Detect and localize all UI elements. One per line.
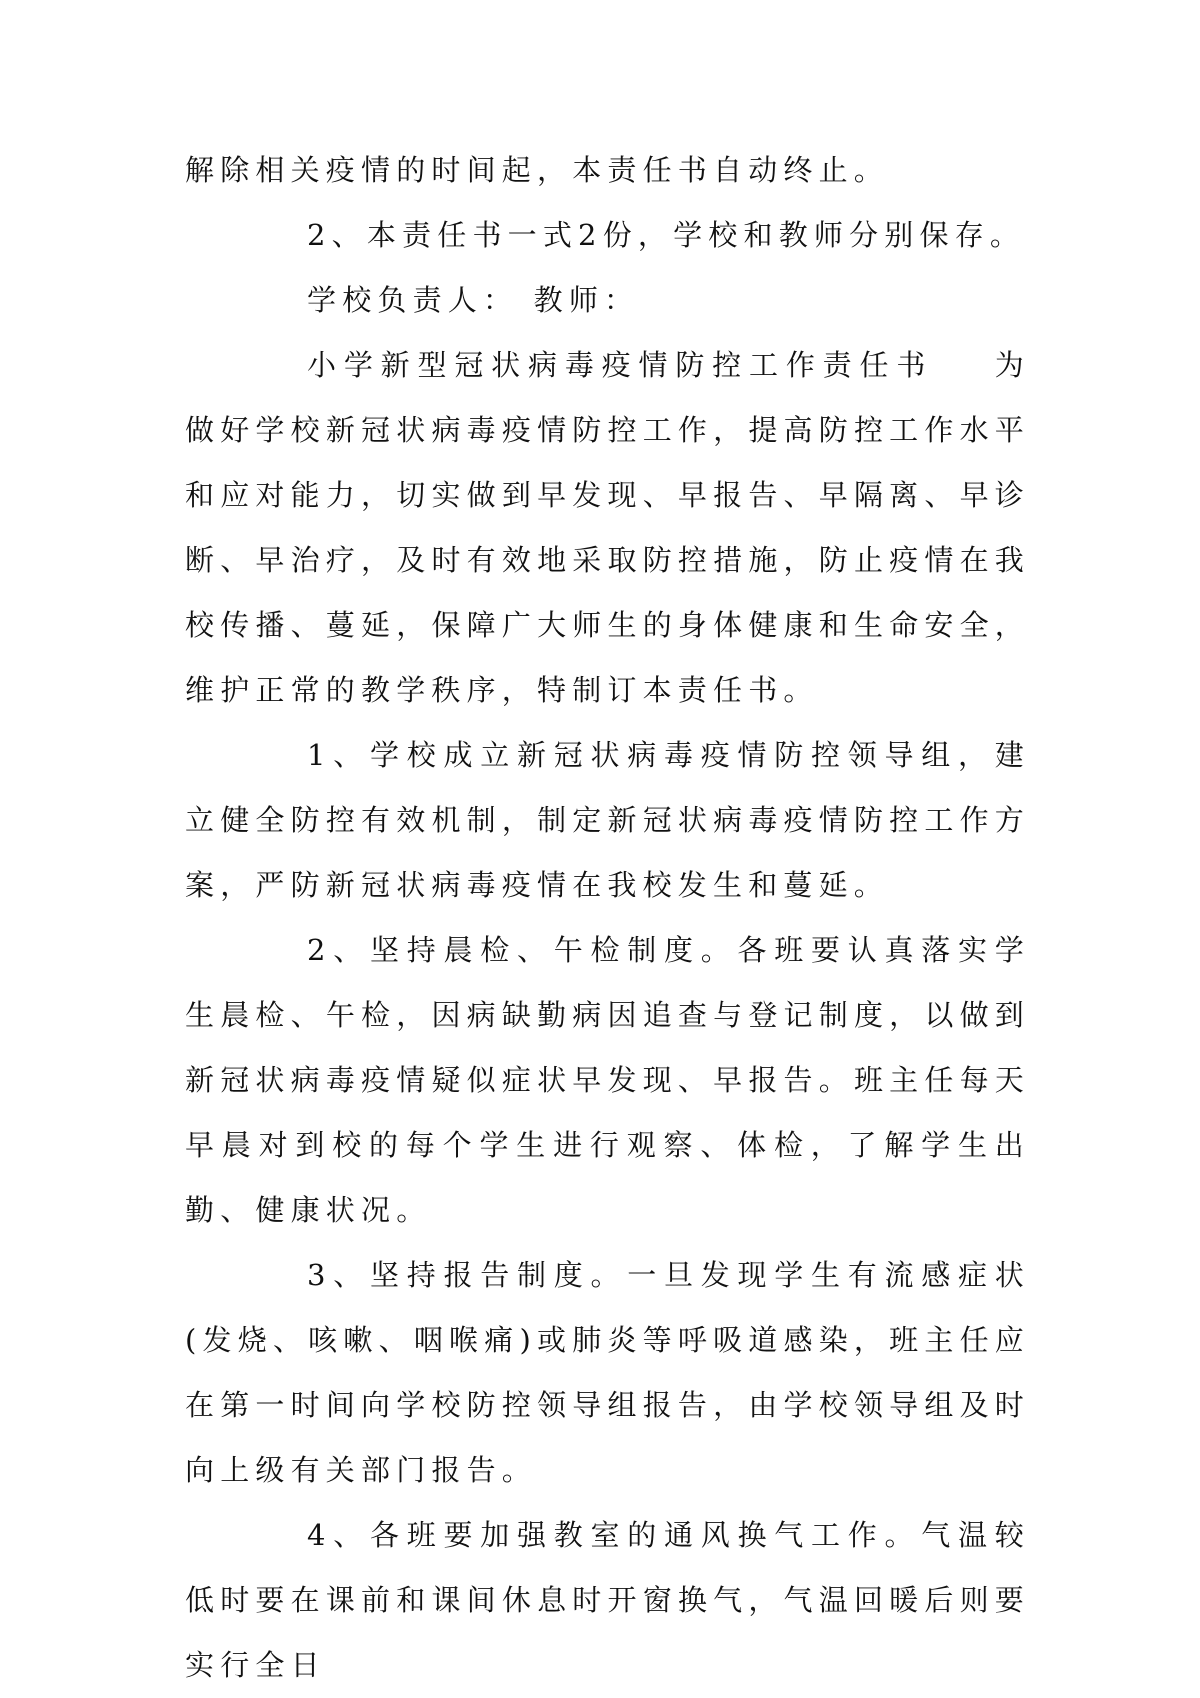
document-title: 小学新型冠状病毒疫情防控工作责任书 bbox=[307, 348, 934, 382]
document-body bbox=[185, 138, 1030, 1698]
intro-rest: 好学校新冠状病毒疫情防控工作，提高防控工作水平和应对能力，切实做到早发现、早报告、早隔离、早诊断、早治疗，及时有效地采取防控措施，防止疫情在我校传播、蔓延，保障广大师生的身体健康和生命安全，维护正常的教学秩序，特制订本责任书。 bbox=[185, 413, 1030, 707]
intro-start: 为做 bbox=[185, 348, 1031, 447]
paragraph-item-2: 2、坚持晨检、午检制度。各班要认真落实学生晨检、午检，因病缺勤病因追查与登记制度，以做到新冠状病毒疫情疑似症状早发现、早报告。班主任每天早晨对到校的每个学生进行观察、体检，了解学生出勤、健康状况。 bbox=[185, 933, 1030, 1227]
paragraph-item-3: 3、坚持报告制度。一旦发现学生有流感症状(发烧、咳嗽、咽喉痛)或肺炎等呼吸道感染，班主任应在第一时间向学校防控领导组报告，由学校领导组及时向上级有关部门报告。 bbox=[185, 1258, 1030, 1487]
paragraph-copies: 2、本责任书一式2份，学校和教师分别保存。 bbox=[307, 218, 1026, 252]
paragraph-item-1: 1、学校成立新冠状病毒疫情防控领导组，建立健全防控有效机制，制定新冠状病毒疫情防控工作方案，严防新冠状病毒疫情在我校发生和蔓延。 bbox=[185, 738, 1030, 902]
paragraph-item-4: 4、各班要加强教室的通风换气工作。气温较低时要在课前和课间休息时开窗换气，气温回暖后则要实行全日 bbox=[185, 1518, 1030, 1682]
paragraph-termination: 解除相关疫情的时间起，本责任书自动终止。 bbox=[185, 153, 890, 187]
signature-line: 学校负责人： 教师： bbox=[307, 283, 640, 317]
paragraph-intro bbox=[185, 333, 1030, 723]
